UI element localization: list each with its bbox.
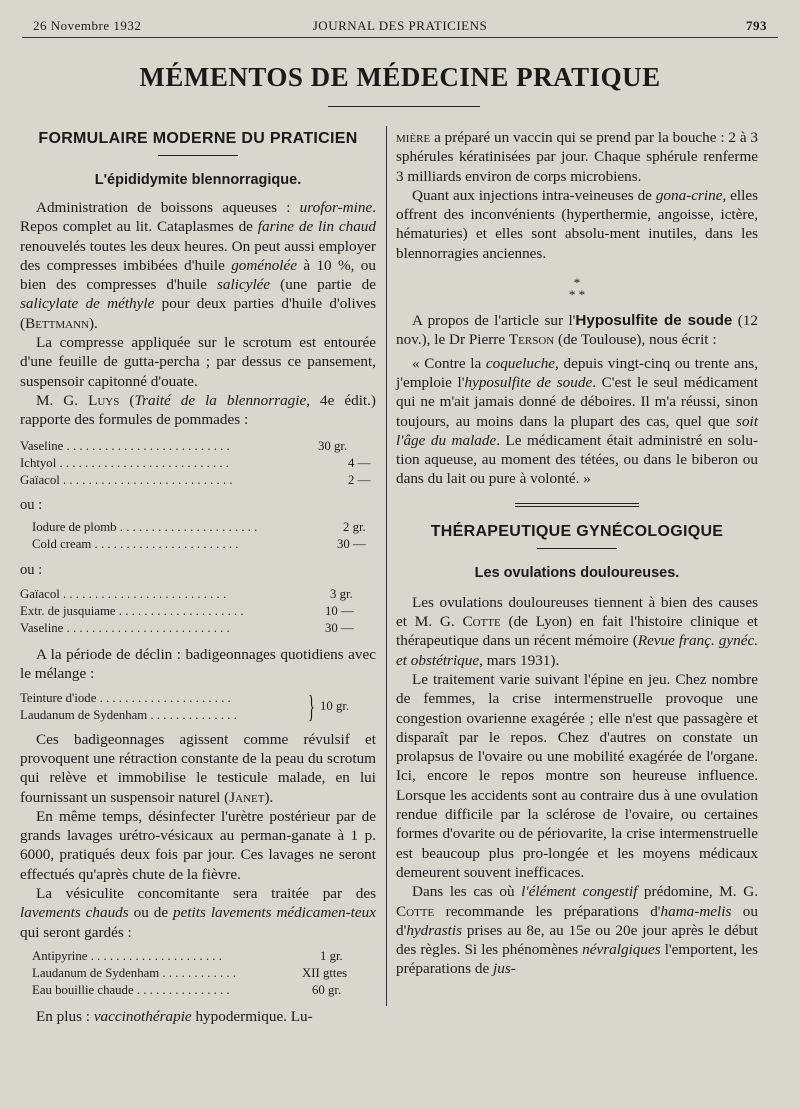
paragraph: « Contre la coqueluche, depuis vingt-cinq ou trente ans, j'emploie l'hyposulfite de soude. C'est le seul médicament qui ne m'ait jamais donné de déboires. Il m'a réussi, sinon toujours, au moins dans la plupart des cas, quel que soit l'âge du malade. Le médicament était administré en solu-tion aqueuse, au moment des tétées, ou dans le biberon ou dans du lait ou pure à volonté. »: [396, 354, 759, 488]
formula-row: Ichtyol . . . . . . . . . . . . . . . . . . . . . . . . . . . 4 —: [20, 455, 371, 470]
formula-1: [20, 438, 376, 490]
paragraph: Dans les cas où l'élément congestif prédomine, M. G. Cotte recommande les préparations d'hama-melis ou d'hydrastis prises au 8e, au 15e ou 20e jour après le début des règles. Si les phénomènes névralgiques l'emportent, les préparations de jus-: [396, 883, 758, 978]
formula-row: Laudanum de Sydenham . . . . . . . . . . . . XII gttes: [32, 966, 348, 981]
paragraph: La compresse appliquée sur le scrotum est entourée d'une feuille de gutta-percha ; par dessus ce pansement, suspensoir capitonné d'ouate.: [20, 334, 376, 390]
paragraph: M. G. Luys (Traité de la blennorragie, 4e édit.) rapporte des formules de pommades :: [20, 391, 376, 429]
paragraph: Les ovulations douloureuses tiennent à bien des causes et M. G. Cotte (de Lyon) en fait l'histoire clinique et thérapeutique dans un récent mémoire (Revue franç. gynéc. et obstétrique, mars 1931).: [396, 593, 759, 669]
article-subtitle: Les ovulations douloureuses.: [474, 564, 680, 581]
formula-5: [20, 948, 376, 1000]
asterism: * * *: [568, 275, 586, 303]
formula-row: Iodure de plomb . . . . . . . . . . . . . . . . . . . . . . 2 gr.: [32, 520, 366, 535]
formula-4: Teinture d'iode . . . . . . . . . . . . . . . . . . . . . Laudanum de Sydenham . . . . . . . . . . . . . . } 10 gr.: [20, 687, 350, 724]
formula-2: [20, 519, 376, 553]
section-heading: FORMULAIRE MODERNE DU PRATICIEN: [38, 130, 358, 147]
paragraph: A propos de l'article sur l'Hyposulfite de soude (12 nov.), le Dr Pierre Terson (de Toulouse), nous écrit :: [396, 312, 758, 349]
formula-separator: ou :: [20, 561, 43, 578]
formula-row: Antipyrine . . . . . . . . . . . . . . . . . . . . . 1 gr.: [32, 948, 343, 963]
right-column: [396, 128, 758, 979]
header-journal: JOURNAL DES PRATICIENS: [312, 18, 488, 33]
page-title: MÉMENTOS DE MÉDECINE PRATIQUE: [139, 62, 661, 92]
section-heading: THÉRAPEUTIQUE GYNÉCOLOGIQUE: [430, 522, 724, 540]
formula-row: Vaseline . . . . . . . . . . . . . . . . . . . . . . . . . . 30 —: [20, 620, 354, 635]
paragraph: En plus : vaccinothérapie hypodermique. Lu-: [36, 1008, 313, 1026]
paragraph: En même temps, désinfecter l'urètre postérieur par de grands lavages urétro-vésicaux au perman-ganate à 1 p. 6000, pratiqués deux fois par jour. Ces lavages ne seront effectués qu'après chute de la fièvre.: [20, 807, 376, 883]
formula-row: Extr. de jusquiame . . . . . . . . . . . . . . . . . . . . 10 —: [20, 603, 354, 618]
formula-separator: ou :: [20, 497, 43, 514]
article-subtitle: L'épididymite blennorragique.: [94, 172, 302, 188]
formula-row: Cold cream . . . . . . . . . . . . . . . . . . . . . . . 30 —: [32, 537, 366, 552]
paragraph: La vésiculite concomitante sera traitée par des lavements chauds ou de petits lavements médicamen-teux qui seront gardés :: [20, 885, 376, 941]
running-header: [33, 18, 767, 38]
formula-row: Eau bouillie chaude . . . . . . . . . . . . . . . 60 gr.: [32, 983, 342, 998]
brace-symbol: }: [308, 687, 315, 724]
paragraph: Administration de boissons aqueuses : urofor-mine. Repos complet au lit. Cataplasmes de farine de lin chaud renouvelés toutes les deux heures. On peut aussi employer des compresses imbibées d'huile goménolée à 10 %, ou bien des compresses d'huile salicylée (une partie de salicylate de méthyle pour deux parties d'huile d'olives (Bettmann).: [20, 199, 376, 332]
formula-row: Gaïacol . . . . . . . . . . . . . . . . . . . . . . . . . . . 2 —: [20, 472, 371, 487]
paragraph: mière a préparé un vaccin qui se prend par la bouche : 2 à 3 sphérules kératinisées par jour. Chaque sphérule renferme 3 milliards environ de corps microbiens.: [396, 129, 758, 185]
header-rule: [22, 37, 778, 38]
section-rule: [537, 548, 617, 549]
section-rule: [158, 155, 238, 156]
formula-row: Vaseline . . . . . . . . . . . . . . . . . . . . . . . . . . 30 gr.: [20, 438, 348, 453]
paragraph: Quant aux injections intra-veineuses de gona-crine, elles offrent des inconvénients (hyperthermie, angoisse, ictère, hématuries) et elles sont absolu-ment inutiles, dans les blennorragies anciennes.: [396, 186, 758, 262]
paragraph: A la période de déclin : badigeonnages quotidiens avec le mélange :: [20, 646, 376, 683]
left-column: [20, 128, 376, 1027]
header-date: 26 Novembre 1932: [33, 18, 142, 33]
title-rule: [328, 106, 480, 107]
column-divider: [386, 126, 387, 1006]
section-divider: [515, 503, 639, 507]
header-page-number: 793: [746, 18, 767, 33]
formula-3: [20, 586, 376, 638]
paragraph: Ces badigeonnages agissent comme révulsif et provoquent une rétraction constante de la peau du scrotum qui relève et immobilise le testicule malade, en lui fournissant un suspensoir naturel (Janet).: [20, 730, 376, 806]
paragraph: Le traitement varie suivant l'épine en jeu. Chez nombre de femmes, la crise intermenstruelle provoque une congestion ovarienne exagérée ; elle n'est que passagère et disparaît par le repos. Chez d'autres on constate un prolapsus de l'ovaire ou une mobilité exagérée de l'organe. Ici, encore le repos montre son heureuse influence. Lorsque les accidents sont au contraire dus à une ovulation rendue difficile par la sclérose de l'ovaire, ou certaines formes d'ovarite ou de périovarite, la crise intermenstruelle est beaucoup plus pro-longée et les moyens médicaux demeurent souvent inefficaces.: [396, 670, 758, 881]
formula-row: Gaïacol . . . . . . . . . . . . . . . . . . . . . . . . . . 3 gr.: [20, 586, 353, 601]
